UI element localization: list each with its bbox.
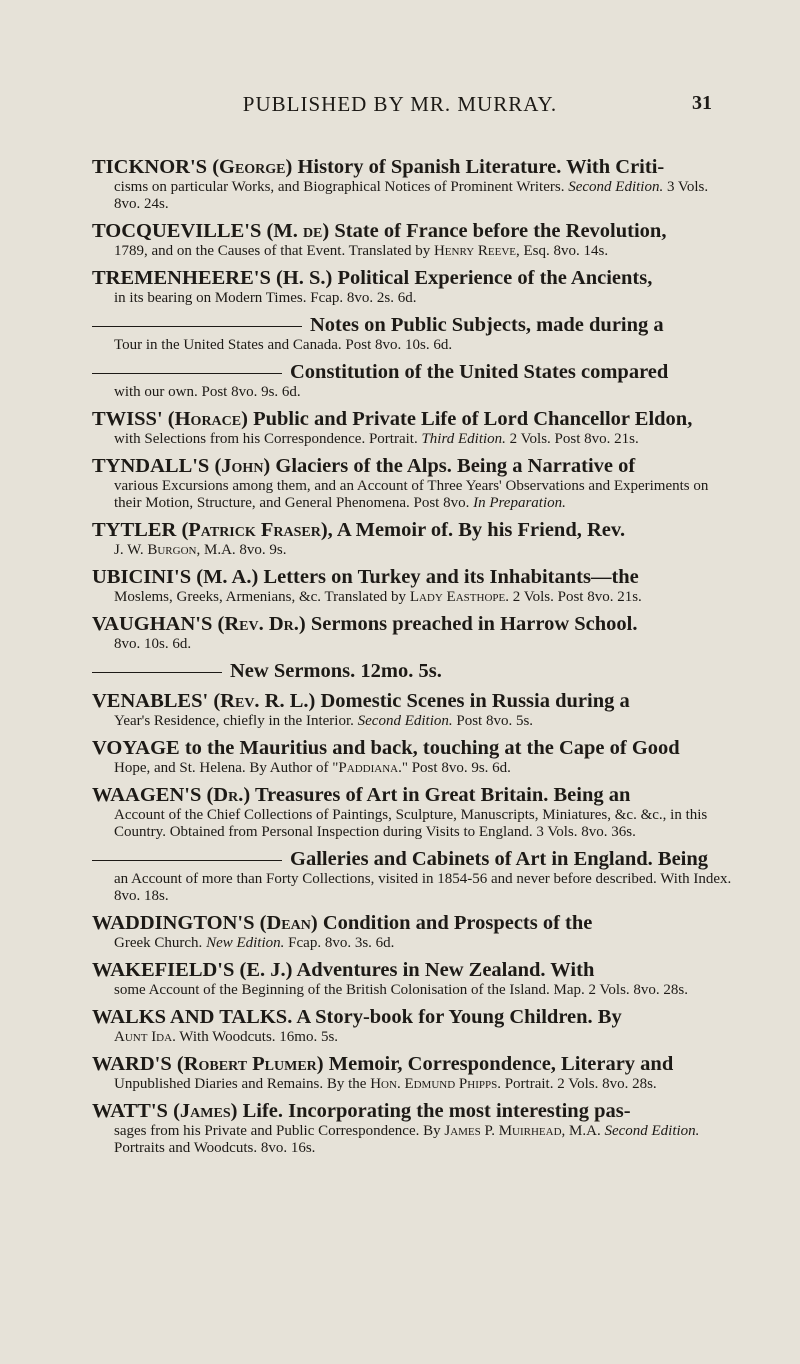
entry-heading [92, 847, 732, 871]
entry-detail: 1789, and on the Causes of that Event. Translated by [114, 243, 434, 259]
entry-detail: various Excursions among them, and an Account of Three Years' Observations and Experiments on their Motion, Structure, and General Phenomena. Post 8vo. [114, 478, 709, 511]
entry-author: VAUGHAN'S [92, 613, 213, 635]
entry-detail: 8vo. 10s. 6d. [114, 636, 192, 652]
catalogue-entry [92, 360, 732, 401]
entry-detail: Hope, and St. Helena. By Author of " [114, 760, 339, 776]
catalogue-entry [92, 313, 732, 354]
ditto-rule [92, 373, 282, 374]
entry-heading [92, 407, 732, 431]
entry-heading [92, 612, 732, 636]
entry-detail: Moslems, Greeks, Armenians, &c. Translated by [114, 589, 410, 605]
entry-detail-b: , M.A. [561, 1123, 605, 1139]
entry-detail-b: Fcap. 8vo. 3s. 6d. [284, 935, 395, 951]
entry-person: James P. Muirhead [444, 1123, 562, 1139]
entry-details [114, 713, 732, 730]
entry-heading [92, 783, 732, 807]
entry-detail-b: 2 Vols. Post 8vo. 21s. [505, 431, 639, 447]
entry-title: A Story-book for Young Children. By [296, 1006, 622, 1028]
entry-detail: cisms on particular Works, and Biographical Notices of Prominent Writers. [114, 179, 569, 195]
entry-title: New Sermons. 12mo. 5s. [230, 660, 442, 682]
entry-person: Paddiana [338, 760, 399, 776]
entry-title: Adventures in New Zealand. With [296, 959, 595, 981]
page-number: 31 [692, 92, 712, 114]
catalogue-entry [92, 783, 732, 841]
catalogue-entry [92, 155, 732, 213]
entry-detail: sages from his Private and Public Correspondence. By [114, 1123, 445, 1139]
entry-author: WADDINGTON'S [92, 912, 255, 934]
entry-author: TWISS' [92, 408, 163, 430]
entry-person: Lady Easthope [409, 589, 506, 605]
entry-title: Political Experience of the Ancients, [337, 267, 653, 289]
entry-author-name: (Dean) [259, 912, 318, 934]
entry-author: WAAGEN'S [92, 784, 202, 806]
entry-detail: Greek Church. [114, 935, 207, 951]
catalogue-entry [92, 454, 732, 512]
entry-detail: in its bearing on Modern Times. Fcap. 8vo. 2s. 6d. [114, 290, 417, 306]
entry-detail: J. W. [114, 542, 148, 558]
entry-author: VOYAGE [92, 737, 180, 759]
entry-heading [92, 454, 732, 478]
catalogue-entry [92, 659, 732, 683]
entry-detail-b: . Portrait. 2 Vols. 8vo. 28s. [497, 1076, 657, 1092]
entry-details [114, 179, 732, 213]
entry-title: State of France before the Revolution, [334, 220, 667, 242]
entry-heading [92, 736, 732, 760]
entry-heading [92, 518, 732, 542]
entry-author-name: (E. J.) [239, 959, 293, 981]
catalogue-entry [92, 1005, 732, 1046]
entry-detail-b: ." Post 8vo. 9s. 6d. [398, 760, 511, 776]
entry-author: WARD'S [92, 1053, 172, 1075]
entry-person: Hon. Edmund Phipps [370, 1076, 498, 1092]
entry-author-name: (Patrick Fraser), [181, 519, 333, 541]
entry-details [114, 935, 732, 952]
entry-detail: some Account of the Beginning of the British Colonisation of the Island. Map. 2 Vols. 8vo. 28s. [114, 982, 688, 998]
catalogue-entry [92, 266, 732, 307]
catalogue-entry [92, 219, 732, 260]
entry-title: Sermons preached in Harrow School. [310, 613, 638, 635]
entry-title: Memoir, Correspondence, Literary and [328, 1053, 674, 1075]
entry-details [114, 431, 732, 448]
entry-edition: In Preparation. [473, 495, 566, 511]
entry-detail-c: Portraits and Woodcuts. 8vo. 16s. [114, 1140, 316, 1156]
entry-author-name: (Horace) [167, 408, 248, 430]
entry-title: Condition and Prospects of the [322, 912, 593, 934]
catalogue-entry [92, 847, 732, 905]
entry-title: Notes on Public Subjects, made during a [310, 314, 664, 336]
entry-title: Galleries and Cabinets of Art in England. Being [290, 848, 709, 870]
entry-author-name: (Robert Plumer) [176, 1053, 324, 1075]
entry-heading [92, 219, 732, 243]
entry-edition: Second Edition. [357, 713, 453, 729]
entry-author: TYTLER [92, 519, 177, 541]
ditto-rule [92, 672, 222, 673]
entry-title: History of Spanish Literature. With Criti- [297, 156, 665, 178]
catalogue-entry [92, 958, 732, 999]
catalogue-entry [92, 518, 732, 559]
entry-author: UBICINI'S [92, 566, 192, 588]
entry-author: VENABLES' [92, 690, 209, 712]
entry-detail: Year's Residence, chiefly in the Interior. [114, 713, 358, 729]
entry-title: Treasures of Art in Great Britain. Being an [254, 784, 631, 806]
entry-detail: Tour in the United States and Canada. Post 8vo. 10s. 6d. [114, 337, 453, 353]
entry-author-name: (James) [173, 1100, 238, 1122]
entry-detail: Unpublished Diaries and Remains. By the [114, 1076, 371, 1092]
entry-heading [92, 155, 732, 179]
catalogue-entry [92, 565, 732, 606]
entry-author-name: (John) [214, 455, 271, 477]
entry-detail-b: 3 Vols. 8vo. 24s. [114, 179, 709, 212]
entry-edition: Third Edition. [421, 431, 506, 447]
catalogue-entry [92, 1099, 732, 1157]
entry-details [114, 337, 732, 354]
entry-author-name: (H. S.) [275, 267, 333, 289]
entry-detail-b: . 2 Vols. Post 8vo. 21s. [505, 589, 642, 605]
entry-heading [92, 659, 732, 683]
entry-person: Burgon [147, 542, 197, 558]
entry-title: Public and Private Life of Lord Chancellor Eldon, [253, 408, 693, 430]
entry-details [114, 636, 732, 653]
entry-edition: New Edition. [206, 935, 285, 951]
entry-author: TOCQUEVILLE'S [92, 220, 262, 242]
entry-author-name: (M. de) [266, 220, 330, 242]
entry-person: Henry Reeve [433, 243, 516, 259]
entry-detail: with our own. Post 8vo. 9s. 6d. [114, 384, 301, 400]
entry-details [114, 871, 732, 905]
entry-details [114, 1029, 732, 1046]
entry-detail: Account of the Chief Collections of Paintings, Sculpture, Manuscripts, Miniatures, &c. &c., in this Country. Obtained from Personal Inspection during Visits to England. 3 Vols. 8vo. 36s. [114, 807, 708, 840]
entry-heading [92, 911, 732, 935]
entry-author-name: (George) [212, 156, 293, 178]
entry-title: Glaciers of the Alps. Being a Narrative of [275, 455, 636, 477]
entry-heading [92, 266, 732, 290]
entry-details [114, 243, 732, 260]
entry-title: A Memoir of. By his Friend, Rev. [336, 519, 626, 541]
catalogue-entry [92, 407, 732, 448]
entry-author: TYNDALL'S [92, 455, 210, 477]
entry-details [114, 542, 732, 559]
entry-title: Letters on Turkey and its Inhabitants—the [263, 566, 639, 588]
entry-author: TICKNOR'S [92, 156, 208, 178]
running-head [0, 92, 800, 122]
entry-detail: with Selections from his Correspondence. Portrait. [114, 431, 422, 447]
entry-heading [92, 958, 732, 982]
entry-details [114, 384, 732, 401]
catalogue-entry [92, 1052, 732, 1093]
entry-details [114, 982, 732, 999]
ditto-rule [92, 860, 282, 861]
entry-heading [92, 360, 732, 384]
entry-detail-b: . With Woodcuts. 16mo. 5s. [172, 1029, 339, 1045]
entry-author: TREMENHEERE'S [92, 267, 271, 289]
entry-heading [92, 1099, 732, 1123]
ditto-rule [92, 326, 302, 327]
catalogue-entry [92, 911, 732, 952]
entry-author: WATT'S [92, 1100, 168, 1122]
entry-title: to the Mauritius and back, touching at the Cape of Good [184, 737, 680, 759]
entry-details [114, 290, 732, 307]
running-title: PUBLISHED BY MR. MURRAY. [242, 92, 558, 116]
entry-heading [92, 313, 732, 337]
entry-author-name: (Rev. Dr.) [217, 613, 306, 635]
entry-detail-b: Post 8vo. 5s. [452, 713, 534, 729]
entry-person: Aunt Ida [114, 1029, 173, 1045]
entry-details [114, 760, 732, 777]
entry-details [114, 1076, 732, 1093]
entry-details [114, 1123, 732, 1157]
entry-author: WALKS AND TALKS. [92, 1006, 293, 1028]
entry-detail-b: , Esq. 8vo. 14s. [516, 243, 609, 259]
entry-details [114, 807, 732, 841]
entry-edition: Second Edition. [604, 1123, 700, 1139]
entry-heading [92, 1052, 732, 1076]
catalogue-entries [92, 155, 732, 1163]
entry-details [114, 589, 732, 606]
entry-title: Life. Incorporating the most interesting pas- [242, 1100, 631, 1122]
entry-author-name: (Rev. R. L.) [213, 690, 316, 712]
entry-edition: Second Edition. [568, 179, 664, 195]
entry-heading [92, 689, 732, 713]
catalogue-entry [92, 612, 732, 653]
entry-author: WAKEFIELD'S [92, 959, 235, 981]
entry-author-name: (M. A.) [196, 566, 259, 588]
catalogue-entry [92, 689, 732, 730]
entry-heading [92, 565, 732, 589]
entry-details [114, 478, 732, 512]
entry-detail-b: , M.A. 8vo. 9s. [196, 542, 287, 558]
entry-heading [92, 1005, 732, 1029]
entry-title: Constitution of the United States compared [290, 361, 669, 383]
catalogue-entry [92, 736, 732, 777]
entry-author-name: (Dr.) [206, 784, 251, 806]
entry-detail: an Account of more than Forty Collections, visited in 1854-56 and never before described. With Index. 8vo. 18s. [114, 871, 732, 904]
entry-title: Domestic Scenes in Russia during a [320, 690, 630, 712]
